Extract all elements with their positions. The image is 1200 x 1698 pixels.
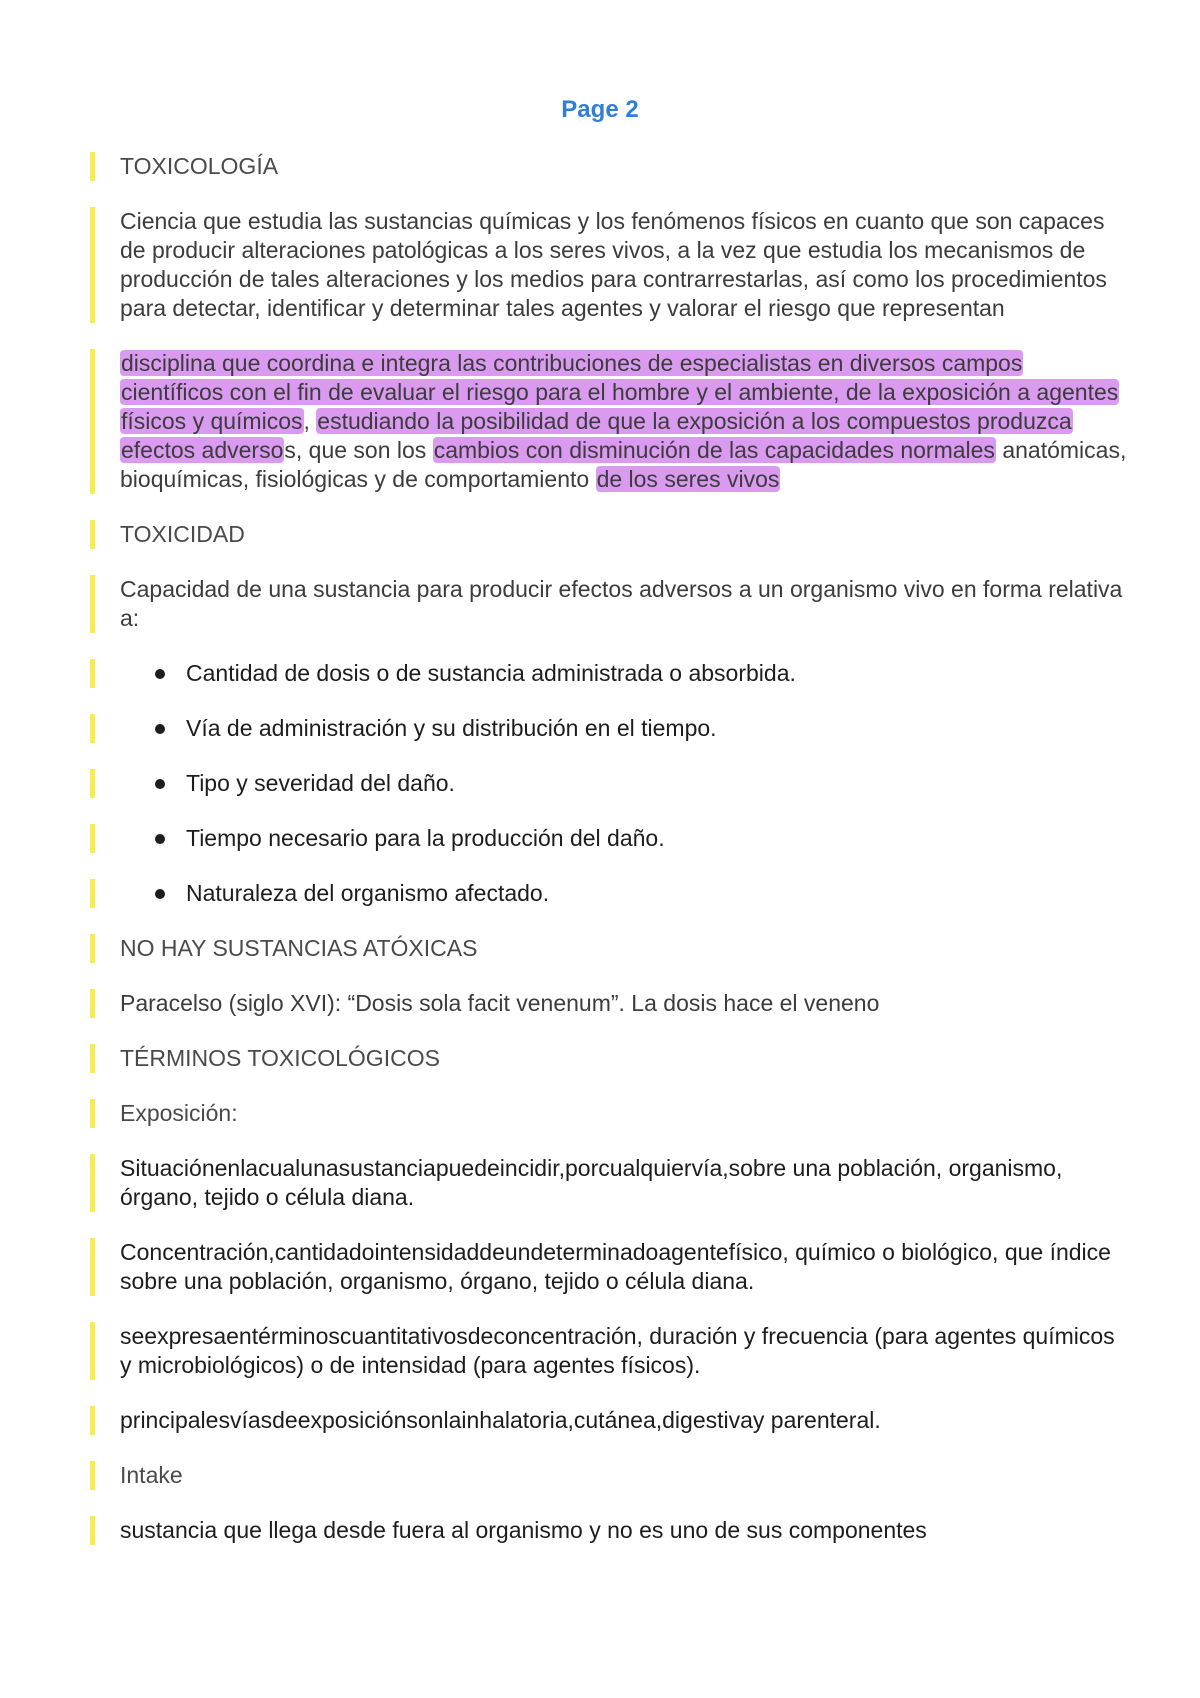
list-item [90,769,1130,798]
paragraph-toxicidad-definition: Capacidad de una sustancia para producir efectos adversos a un organismo vivo en forma relativa a: [90,575,1130,633]
paragraph-exposicion-2: Concentración,cantidadointensidaddeundeterminadoagentefísico, químico o biológico, que índice sobre una población, organismo, órgano, tejido o célula diana. [90,1238,1130,1296]
heading-toxicidad: TOXICIDAD [90,520,1130,549]
list-item-text: Naturaleza del organismo afectado. [186,880,550,906]
list-item-text: Cantidad de dosis o de sustancia administrada o absorbida. [186,660,796,686]
paragraph-disciplina [90,349,1130,494]
list-item [90,879,1130,908]
paragraph-paracelso: Paracelso (siglo XVI): “Dosis sola facit venenum”. La dosis hace el veneno [90,989,1130,1018]
paragraph-exposicion-3: seexpresaentérminoscuantitativosdeconcentración, duración y frecuencia (para agentes químicos y microbiológicos) o de intensidad (para agentes físicos). [90,1322,1130,1380]
text-1: , [303,408,317,434]
document-body [90,152,1130,1571]
list-item-text: Vía de administración y su distribución en el tiempo. [186,715,717,741]
bullet-dot-icon [155,834,165,844]
paragraph-exposicion-1: Situaciónenlacualunasustanciapuedeincidir,porcualquiervía,sobre una población, organismo, órgano, tejido o célula diana. [90,1154,1130,1212]
paragraph-toxicologia-definition: Ciencia que estudia las sustancias químicas y los fenómenos físicos en cuanto que son capaces de producir alteraciones patológicas a los seres vivos, a la vez que estudia los mecanismos de producción de tales alteraciones y los medios para contrarrestarlas, así como los procedimientos para detectar, identificar y determinar tales agentes y valorar el riesgo que representan [90,207,1130,323]
heading-terminos-toxicologicos: TÉRMINOS TOXICOLÓGICOS [90,1044,1130,1073]
highlight-3: cambios con disminución de las capacidades normales [433,437,995,463]
list-item [90,714,1130,743]
heading-intake: Intake [90,1461,1130,1490]
paragraph-intake-definition: sustancia que llega desde fuera al organismo y no es uno de sus componentes [90,1516,1130,1545]
paragraph-exposicion-4: principalesvíasdeexposiciónsonlainhalatoria,cutánea,digestivay parenteral. [90,1406,1130,1435]
bullet-dot-icon [155,724,165,734]
highlight-4: de los seres vivos [596,466,780,492]
heading-toxicologia: TOXICOLOGÍA [90,152,1130,181]
text-3: anatómicas, bioquímicas, fisiológicas y de comportamiento [120,437,1127,492]
heading-exposicion: Exposición: [90,1099,1130,1128]
text-2: s, que son los [284,437,433,463]
bullet-dot-icon [155,669,165,679]
highlight-1: disciplina que coordina e integra las contribuciones de especialistas en diversos campos científicos con el fin de evaluar el riesgo para el hombre y el ambiente, de la exposición a agentes físicos y químicos [121,350,1119,434]
page-title: Page 2 [561,96,639,123]
highlight-2: estudiando la posibilidad de que la exposición a los compuestos produzca efectos adverso [121,408,1072,463]
list-item [90,824,1130,853]
heading-no-hay-sustancias-atoxicas: NO HAY SUSTANCIAS ATÓXICAS [90,934,1130,963]
list-item-text: Tiempo necesario para la producción del daño. [186,825,665,851]
bullet-dot-icon [155,889,165,899]
list-item [90,659,1130,688]
list-item-text: Tipo y severidad del daño. [186,770,455,796]
bullet-dot-icon [155,779,165,789]
